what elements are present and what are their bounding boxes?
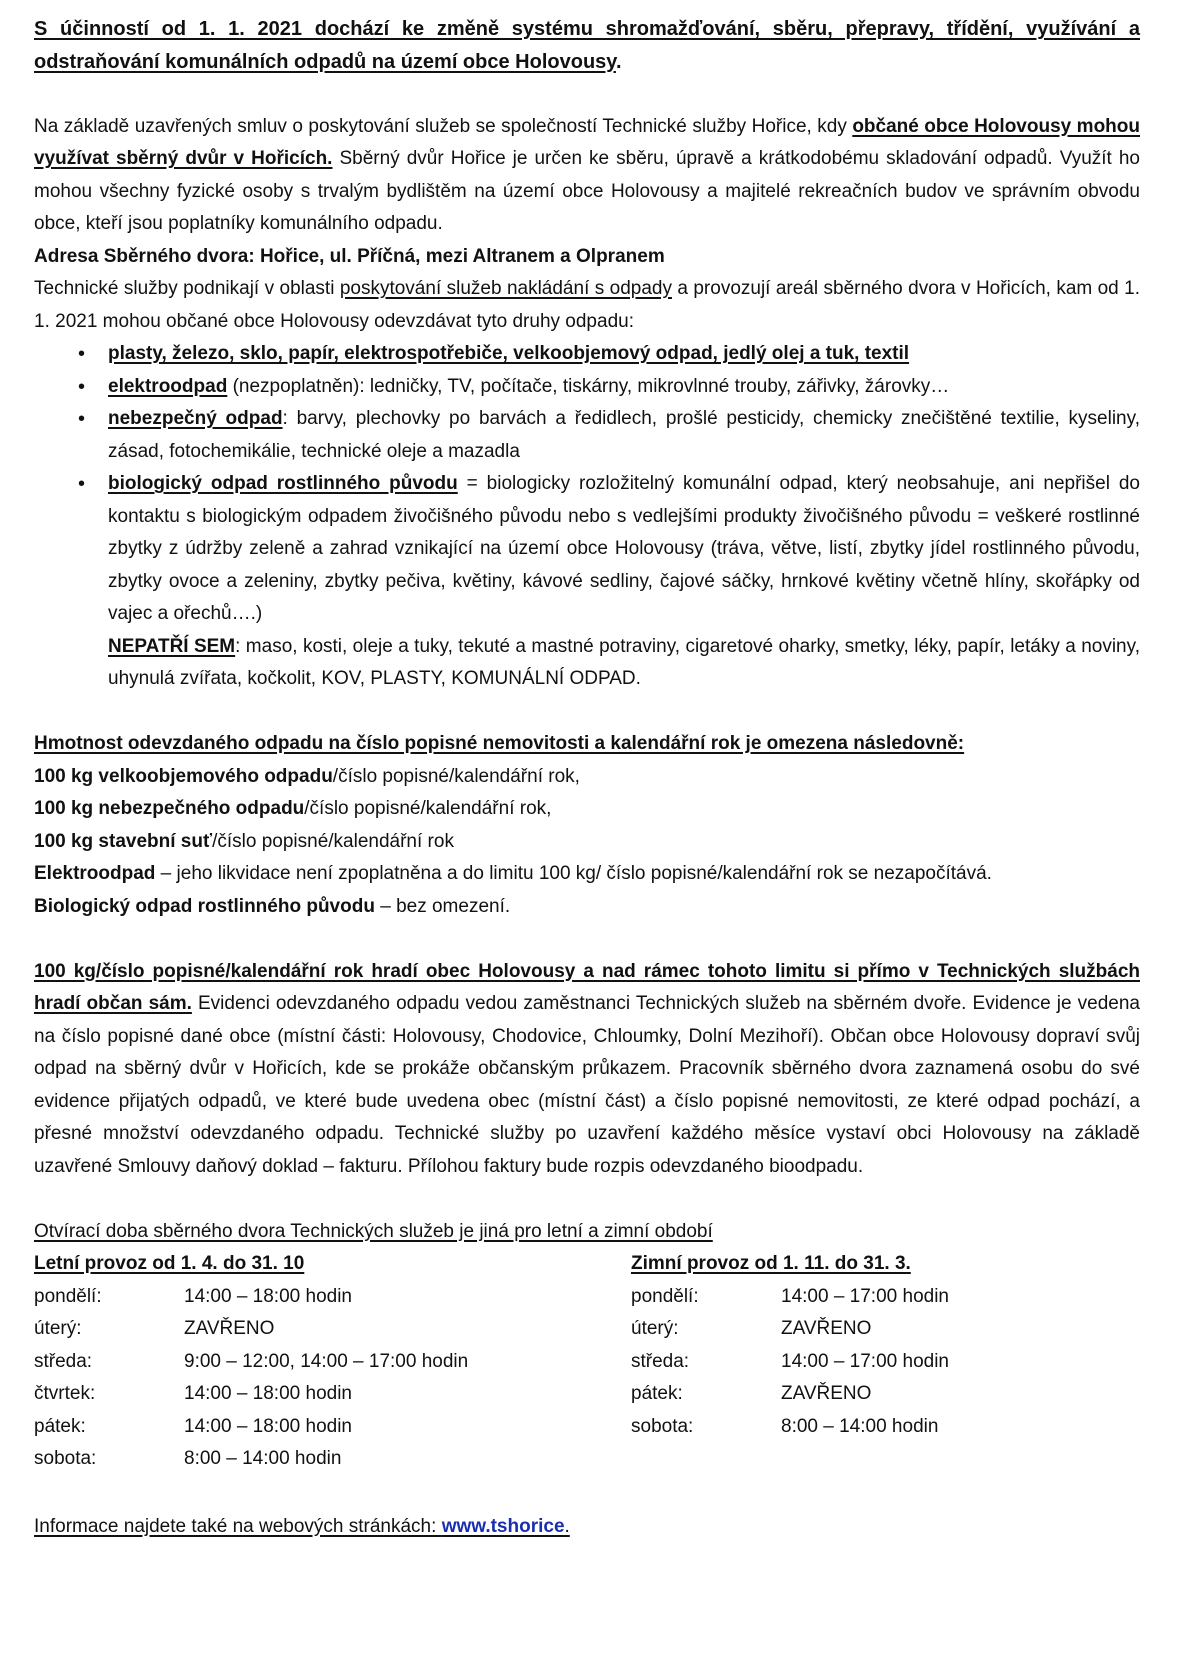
schedule-row: [631, 1313, 1131, 1346]
footer-info: [34, 1511, 1140, 1544]
intro-emphasis: občané obce Holovousy mohou využívat sběrný dvůr v Hořicích.: [34, 115, 1140, 169]
limit-line: [34, 826, 1140, 859]
list-item: [34, 338, 1140, 371]
payment-paragraph: [34, 956, 1140, 1184]
electro-waste-label: elektroodpad: [108, 375, 228, 397]
services-text-end: a provozují areál sběrného dvora v Hořicích, kam od 1. 1. 2021 mohou občané obce Holovousy odevzdávat tyto druhy odpadu:: [34, 278, 1140, 332]
schedule-day: středa:: [34, 1350, 93, 1372]
limit-text: /číslo popisné/kalendářní rok,: [332, 765, 580, 787]
bullet-icon: •: [78, 343, 86, 365]
limit-line: [34, 891, 1140, 924]
schedule-day: pondělí:: [631, 1285, 699, 1307]
schedule-time: 14:00 – 18:00 hodin: [184, 1383, 352, 1404]
schedule-time: 8:00 – 14:00 hodin: [184, 1448, 342, 1469]
schedule-day: úterý:: [34, 1318, 82, 1339]
limits-heading: Hmotnost odevzdaného odpadu na číslo popisné nemovitosti a kalendářní rok je omezena následovně:: [34, 733, 965, 754]
schedule-row: [34, 1378, 594, 1411]
limit-text: /číslo popisné/kalendářní rok,: [304, 798, 552, 819]
payment-text: Evidenci odevzdaného odpadu vedou zaměstnanci Technických služeb na sběrném dvoře. Evidence je vedena na číslo popisné dané obce (místní části: Holovousy, Chodovice, Chloumky, Dolní Mezihoří). Občan obce Holovousy dopraví svůj odpad na sběrný dvůr v Hořicích, kde se prokáže občanským průkazem. Pracovník sběrného dvora zaznamená osobu do své evidence přijatých odpadů, ve které bude uvedena obec (místní část) a číslo popisné nemovitosti, ze které odpad pochází, a přesné množství odevzdaného odpadu. Technické služby po uzavření každého měsíce vystaví obci Holovousy na základě uzavřené Smlouvy daňový doklad – fakturu. Přílohou faktury bude rozpis odevzdaného bioodpadu.: [34, 993, 1140, 1177]
schedule-time: 9:00 – 12:00, 14:00 – 17:00 hodin: [184, 1350, 469, 1372]
limit-label: 100 kg velkoobjemového odpadu: [34, 765, 333, 787]
summer-schedule: [34, 1248, 594, 1476]
bio-waste-paragraph: [108, 468, 1140, 631]
winter-schedule: [631, 1248, 1131, 1443]
limit-line: [34, 761, 1140, 794]
not-allowed-label: NEPATŘÍ SEM: [108, 635, 236, 657]
schedule-time: ZAVŘENO: [781, 1318, 872, 1339]
summer-schedule-title: Letní provoz od 1. 4. do 31. 10: [34, 1253, 305, 1274]
hazardous-waste-label: nebezpečný odpad: [108, 408, 283, 429]
schedule-day: úterý:: [631, 1318, 679, 1339]
limit-label: 100 kg nebezpečného odpadu: [34, 798, 305, 819]
services-paragraph: [34, 273, 1140, 338]
limit-label: Elektroodpad: [34, 863, 156, 884]
bullet-icon: •: [78, 408, 86, 430]
list-item: [34, 371, 1140, 404]
bullet-icon: •: [78, 375, 86, 398]
waste-type-list: [34, 338, 1140, 696]
limit-line: [34, 793, 1140, 826]
bio-waste-exclusions: [108, 631, 1140, 696]
schedule-time: 8:00 – 14:00 hodin: [781, 1415, 939, 1437]
services-link[interactable]: poskytování služeb nakládání s odpady: [339, 278, 672, 299]
hazardous-waste-text: : barvy, plechovky po barvách a ředidlech, prošlé pesticidy, chemicky znečištěné textilie, kyseliny, zásad, fotochemikálie, technické oleje a mazadla: [108, 408, 1140, 462]
heading-text: S účinností od 1. 1. 2021 dochází ke změně systému shromažďování, sběru, přepravy, třídění, využívání a odstraňování komunálních odpadů na území obce Holovousy: [34, 18, 1140, 73]
footer-period: .: [564, 1515, 570, 1537]
schedule-time: 14:00 – 18:00 hodin: [184, 1415, 352, 1437]
schedule-day: středa:: [631, 1350, 690, 1372]
schedule-row: [34, 1411, 594, 1444]
winter-schedule-title: Zimní provoz od 1. 11. do 31. 3.: [631, 1253, 911, 1274]
intro-paragraph: [34, 111, 1140, 241]
list-item: [34, 403, 1140, 468]
website-link[interactable]: www.tshorice: [441, 1515, 565, 1537]
schedule-row: [34, 1443, 594, 1476]
heading-period: .: [615, 50, 622, 73]
schedule-row: [631, 1411, 1131, 1444]
payment-emphasis: 100 kg/číslo popisné/kalendářní rok hradí obec Holovousy a nad rámec tohoto limitu si přímo v Technických službách hradí občan sám.: [34, 960, 1140, 1014]
intro-text-start: Na základě uzavřených smluv o poskytování služeb se společností Technické služby Hořice, kdy: [34, 115, 853, 137]
bullet-icon: •: [78, 473, 86, 495]
services-text-start: Technické služby podnikají v oblasti: [34, 278, 340, 299]
opening-hours: [34, 1248, 1140, 1478]
document-content: [34, 13, 1140, 1543]
schedule-day: pátek:: [631, 1383, 683, 1404]
schedule-time: ZAVŘENO: [781, 1383, 872, 1404]
bio-waste-text: = biologicky rozložitelný komunální odpad, který neobsahuje, ani nepřišel do kontaktu s biologickým odpadem živočišného původu nebo s vedlejšími produkty živočišného původu = veškeré rostlinné zbytky z údržby zeleně a zahrad vznikající na území obce Holovousy (tráva, větve, listí, zbytky jídel rostlinného původu, zbytky ovoce a zeleniny, zbytky pečiva, květiny, kávové sedliny, čajové sáčky, hrnkové květiny včetně hlíny, skořápky od vajec a ořechů….): [108, 473, 1140, 624]
limit-text: – jeho likvidace není zpoplatněna a do limitu 100 kg/ číslo popisné/kalendářní rok se nezapočítává.: [155, 863, 992, 884]
schedule-row: [34, 1346, 594, 1379]
list-item: [34, 468, 1140, 696]
not-allowed-text: : maso, kosti, oleje a tuky, tekuté a mastné potraviny, cigaretové oharky, smetky, léky, papír, letáky a noviny, uhynulá zvířata, kočkolit, KOV, PLASTY, KOMUNÁLNÍ ODPAD.: [108, 635, 1140, 689]
schedule-row: [631, 1378, 1131, 1411]
bio-waste-label: biologický odpad rostlinného původu: [108, 473, 458, 494]
electro-waste-text: (nezpoplatněn): ledničky, TV, počítače, tiskárny, mikrovlnné trouby, zářivky, žárovky…: [227, 375, 950, 397]
schedule-row: [34, 1313, 594, 1346]
schedule-day: sobota:: [34, 1448, 97, 1469]
footer-text: Informace najdete také na webových stránkách:: [34, 1515, 442, 1537]
schedule-time: 14:00 – 17:00 hodin: [781, 1350, 949, 1372]
schedule-row: [631, 1346, 1131, 1379]
limit-label: 100 kg stavební suť: [34, 830, 213, 852]
limit-text: – bez omezení.: [374, 895, 511, 917]
schedule-day: čtvrtek:: [34, 1383, 96, 1404]
schedule-time: ZAVŘENO: [184, 1318, 275, 1339]
limit-line: [34, 858, 1140, 891]
schedule-time: 14:00 – 17:00 hodin: [781, 1285, 949, 1307]
schedule-day: pátek:: [34, 1415, 86, 1437]
schedule-row: [34, 1281, 594, 1314]
opening-hours-intro: Otvírací doba sběrného dvora Technických služeb je jiná pro letní a zimní období: [34, 1220, 713, 1242]
limit-label: Biologický odpad rostlinného původu: [34, 895, 375, 917]
schedule-day: sobota:: [631, 1415, 694, 1437]
document-heading: [34, 13, 1140, 78]
intro-text-end: Sběrný dvůr Hořice je určen ke sběru, úpravě a krátkodobému skladování odpadů. Využít ho mohou všechny fyzické osoby s trvalým bydlištěm na území obce Holovousy a majitelé rekreačních budov ve správním obvodu obce, kteří jsou poplatníky komunálního odpadu.: [34, 148, 1140, 234]
schedule-day: pondělí:: [34, 1285, 102, 1307]
schedule-row: [631, 1281, 1131, 1314]
limit-text: /číslo popisné/kalendářní rok: [212, 830, 454, 852]
waste-types-general: plasty, železo, sklo, papír, elektrospotřebiče, velkoobjemový odpad, jedlý olej a tuk, textil: [108, 343, 910, 364]
schedule-time: 14:00 – 18:00 hodin: [184, 1285, 352, 1307]
collection-yard-address: Adresa Sběrného dvora: Hořice, ul. Příčná, mezi Altranem a Olpranem: [34, 245, 665, 267]
